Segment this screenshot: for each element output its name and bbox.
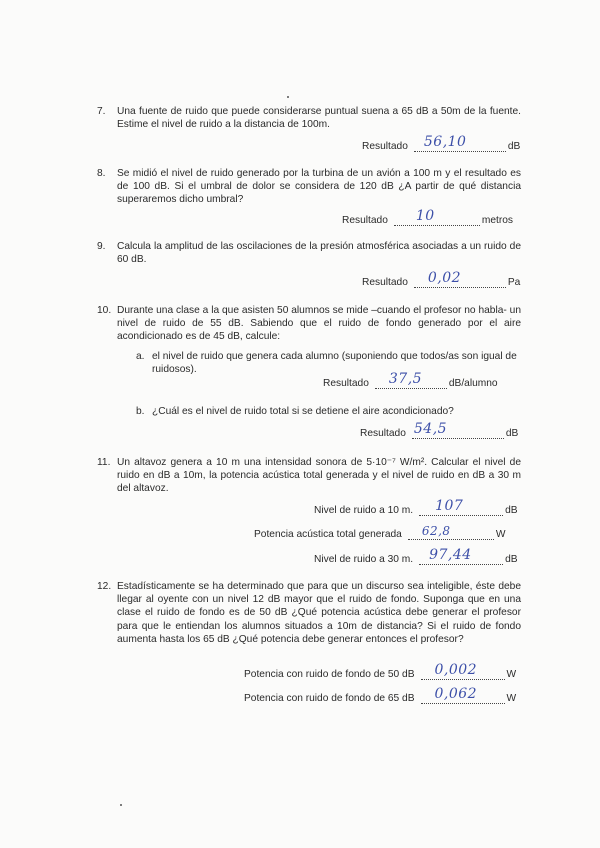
answer-unit: W bbox=[495, 529, 506, 540]
answer-unit: W bbox=[506, 693, 517, 704]
answer-field[interactable] bbox=[412, 421, 504, 439]
subquestion-text: ¿Cuál es el nivel de ruido total si se detiene el aire acondicionado? bbox=[152, 406, 454, 417]
subquestion-letter: b. bbox=[136, 406, 145, 417]
answer-label: Potencia con ruido de fondo de 50 dB bbox=[244, 669, 415, 680]
answer-field[interactable] bbox=[421, 662, 505, 680]
handwritten-answer: 62,8 bbox=[421, 524, 451, 538]
question-number: 7. bbox=[97, 106, 106, 117]
handwritten-answer: 0,062 bbox=[434, 686, 478, 702]
answer-field[interactable] bbox=[421, 686, 505, 704]
answer-row-q12-65db bbox=[244, 686, 517, 704]
question-7 bbox=[97, 105, 521, 131]
answer-field[interactable] bbox=[375, 371, 447, 389]
answer-field[interactable] bbox=[414, 270, 506, 288]
question-number: 12. bbox=[97, 581, 112, 592]
answer-label: Potencia acústica total generada bbox=[254, 529, 402, 540]
answer-field[interactable] bbox=[414, 134, 506, 152]
subquestion-text: el nivel de ruido que genera cada alumno (suponiendo que todos/as son igual de ruidosos). bbox=[152, 351, 517, 375]
answer-label: Potencia con ruido de fondo de 65 dB bbox=[244, 693, 415, 704]
answer-field[interactable] bbox=[394, 208, 480, 226]
subquestion-10b bbox=[136, 405, 518, 418]
question-9 bbox=[97, 240, 521, 266]
question-text: Se midió el nivel de ruido generado por la turbina de un avión a 100 m y el resultado es de 100 dB. Si el umbral de dolor se considera de 120 dB ¿A partir de qué distancia superaremos dicho umbral? bbox=[117, 168, 521, 206]
question-text: Durante una clase a la que asisten 50 alumnos se mide –cuando el profesor no habla- un nivel de ruido de 55 dB. Sabiendo que el ruido de fondo generado por el aire acondicionado es de 45 dB, calcule: bbox=[117, 305, 521, 343]
handwritten-answer: 54,5 bbox=[413, 421, 448, 437]
answer-unit: dB bbox=[507, 141, 521, 152]
answer-row-q7 bbox=[362, 134, 521, 152]
handwritten-answer: 0,002 bbox=[434, 662, 478, 678]
question-text: Un altavoz genera a 10 m una intensidad sonora de 5·10⁻⁷ W/m². Calcular el nivel de ruido en dB a 10m, la potencia acústica total generada y el nivel de ruido en dB a 30 m del altavoz. bbox=[117, 457, 521, 495]
answer-row-q11-level-30m bbox=[314, 547, 518, 565]
subquestion-10a bbox=[136, 350, 518, 376]
question-text: Calcula la amplitud de las oscilaciones de la presión atmosférica asociadas a un ruido de 60 dB. bbox=[117, 241, 521, 266]
answer-label: Resultado bbox=[362, 141, 408, 152]
question-10 bbox=[97, 304, 521, 344]
answer-row-q10b bbox=[360, 421, 519, 439]
answer-unit: Pa bbox=[507, 277, 521, 288]
answer-unit: dB/alumno bbox=[448, 378, 498, 389]
answer-label: Nivel de ruido a 10 m. bbox=[314, 505, 414, 516]
question-8 bbox=[97, 167, 521, 207]
answer-unit: dB bbox=[505, 428, 519, 439]
answer-row-q9 bbox=[362, 270, 521, 288]
subquestion-letter: a. bbox=[136, 351, 145, 362]
answer-unit: dB bbox=[505, 554, 518, 565]
question-11 bbox=[97, 456, 521, 496]
handwritten-answer: 37,5 bbox=[388, 371, 423, 387]
answer-field[interactable] bbox=[419, 547, 503, 565]
answer-row-q11-level-10m bbox=[314, 498, 518, 516]
question-number: 10. bbox=[97, 305, 112, 316]
question-12 bbox=[97, 580, 521, 646]
question-text: Una fuente de ruido que puede considerarse puntual suena a 65 dB a 50m de la fuente. Estime el nivel de ruido a la distancia de 100m. bbox=[117, 106, 521, 131]
question-text: Estadísticamente se ha determinado que para que un discurso sea inteligible, éste debe llegar al oyente con un nivel 12 dB mayor que el ruido de fondo. Suponga que en una clase el ruido de fondo es de 50 dB ¿Qué potencia acústica debe generar el profesor para que le entiendan los alumnos situados a 10m de distancia? Si el ruido de fondo aumenta hasta los 65 dB ¿Qué potencia debe generar entonces el profesor? bbox=[117, 581, 521, 645]
answer-label: Resultado bbox=[362, 277, 408, 288]
answer-unit: dB bbox=[505, 505, 518, 516]
answer-unit: metros bbox=[481, 215, 514, 226]
answer-label: Resultado bbox=[342, 215, 388, 226]
question-number: 11. bbox=[97, 457, 111, 468]
scan-speck bbox=[120, 804, 122, 806]
handwritten-answer: 10 bbox=[415, 208, 435, 224]
answer-label: Nivel de ruido a 30 m. bbox=[314, 554, 414, 565]
handwritten-answer: 0,02 bbox=[427, 270, 462, 286]
answer-row-q10a bbox=[323, 371, 498, 389]
answer-row-q11-power bbox=[254, 524, 506, 540]
handwritten-answer: 56,10 bbox=[423, 134, 467, 150]
scan-speck bbox=[287, 96, 289, 98]
handwritten-answer: 107 bbox=[435, 498, 464, 514]
answer-row-q12-50db bbox=[244, 662, 517, 680]
answer-field[interactable] bbox=[408, 524, 494, 540]
question-number: 9. bbox=[97, 241, 106, 252]
answer-row-q8 bbox=[342, 208, 514, 226]
answer-unit: W bbox=[506, 669, 517, 680]
handwritten-answer: 97,44 bbox=[429, 547, 472, 563]
answer-label: Resultado bbox=[323, 378, 369, 389]
answer-label: Resultado bbox=[360, 428, 406, 439]
answer-field[interactable] bbox=[419, 498, 503, 516]
question-number: 8. bbox=[97, 168, 106, 179]
